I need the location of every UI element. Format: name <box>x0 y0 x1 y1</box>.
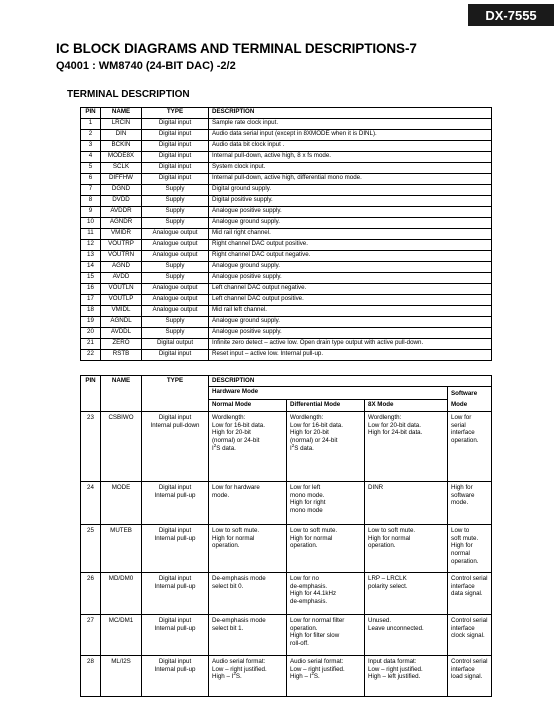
table-row <box>81 295 492 306</box>
cell-name: VOUTRN <box>101 251 142 262</box>
terminal-table-2 <box>80 375 492 697</box>
cell-description: Audio data bit clock input . <box>209 141 492 152</box>
header-differential-mode: Differential Mode <box>287 399 365 412</box>
cell-name: CSBIWO <box>101 412 142 482</box>
table-row <box>81 482 492 525</box>
cell-pin: 20 <box>81 328 101 339</box>
cell-software: Control serial interface data signal. <box>448 573 492 615</box>
table-row <box>81 328 492 339</box>
header-name: NAME <box>101 376 142 412</box>
page-title: IC BLOCK DIAGRAMS AND TERMINAL DESCRIPTIONS-7 <box>56 41 417 56</box>
table-header-row <box>81 376 492 387</box>
table-row <box>81 262 492 273</box>
cell-type: Digital input <box>142 174 209 185</box>
cell-pin: 9 <box>81 207 101 218</box>
cell-mode8x: Low to soft mute. High for normal operation. <box>365 525 448 573</box>
cell-software: Low to soft mute. High for normal operation. <box>448 525 492 573</box>
table-row <box>81 119 492 130</box>
model-badge: DX-7555 <box>468 4 554 26</box>
cell-type: Analogue output <box>142 295 209 306</box>
cell-pin: 22 <box>81 350 101 361</box>
cell-type: Analogue output <box>142 240 209 251</box>
section-heading: TERMINAL DESCRIPTION <box>67 89 190 100</box>
cell-pin: 27 <box>81 615 101 656</box>
cell-normal: Audio serial format: Low – right justified. High – $I^2S$. <box>209 656 287 697</box>
table-row <box>81 207 492 218</box>
header-software-mode: Software Mode <box>448 387 492 412</box>
cell-type: Supply <box>142 317 209 328</box>
cell-description: Analogue positive supply. <box>209 207 492 218</box>
cell-name: AGND <box>101 262 142 273</box>
cell-description: Internal pull-down, active high, differential mono mode. <box>209 174 492 185</box>
cell-mode8x: Unused. Leave unconnected. <box>365 615 448 656</box>
cell-type: Supply <box>142 196 209 207</box>
cell-pin: 3 <box>81 141 101 152</box>
cell-normal: Wordlength: Low for 16-bit data. High for 20-bit (normal) or 24-bit $I^2S$ data. <box>209 412 287 482</box>
cell-name: BCKIN <box>101 141 142 152</box>
header-name: NAME <box>101 108 142 119</box>
cell-type: Digital input Internal pull-up <box>142 615 209 656</box>
cell-pin: 12 <box>81 240 101 251</box>
cell-software: High for software mode. <box>448 482 492 525</box>
cell-pin: 10 <box>81 218 101 229</box>
header-pin: PIN <box>81 108 101 119</box>
cell-name: DVDD <box>101 196 142 207</box>
table-row <box>81 141 492 152</box>
cell-name: MD/DM0 <box>101 573 142 615</box>
cell-normal: De-emphasis mode select bit 0. <box>209 573 287 615</box>
cell-differential: Low for no de-emphasis. High for 44.1kHz de-emphasis. <box>287 573 365 615</box>
cell-name: VOUTLP <box>101 295 142 306</box>
cell-differential: Wordlength: Low for 16-bit data. High for 20-bit (normal) or 24-bit $I^2S$ data. <box>287 412 365 482</box>
cell-type: Analogue output <box>142 284 209 295</box>
cell-name: SCLK <box>101 163 142 174</box>
cell-name: ZERO <box>101 339 142 350</box>
cell-software: Control serial interface clock signal. <box>448 615 492 656</box>
cell-type: Digital input <box>142 163 209 174</box>
cell-pin: 4 <box>81 152 101 163</box>
cell-type: Supply <box>142 207 209 218</box>
table-row <box>81 615 492 656</box>
table-row <box>81 273 492 284</box>
cell-description: Left channel DAC output positive. <box>209 295 492 306</box>
table-row <box>81 350 492 361</box>
header-type: TYPE <box>142 376 209 412</box>
cell-description: Digital positive supply. <box>209 196 492 207</box>
cell-name: MC/DM1 <box>101 615 142 656</box>
cell-description: Mid rail right channel. <box>209 229 492 240</box>
cell-pin: 8 <box>81 196 101 207</box>
table-header-row <box>81 108 492 119</box>
terminal-table-1 <box>80 107 492 361</box>
cell-type: Digital input Internal pull-up <box>142 525 209 573</box>
cell-pin: 6 <box>81 174 101 185</box>
cell-pin: 1 <box>81 119 101 130</box>
header-8x-mode: 8X Mode <box>365 399 448 412</box>
table-row <box>81 229 492 240</box>
cell-type: Digital input Internal pull-down <box>142 412 209 482</box>
header-normal-mode: Normal Mode <box>209 399 287 412</box>
cell-type: Digital input Internal pull-up <box>142 573 209 615</box>
table-row <box>81 656 492 697</box>
cell-name: VMIDL <box>101 306 142 317</box>
table-row <box>81 196 492 207</box>
cell-software: Control serial interface load signal. <box>448 656 492 697</box>
cell-type: Supply <box>142 185 209 196</box>
table-row <box>81 163 492 174</box>
cell-name: VOUTRP <box>101 240 142 251</box>
cell-description: Reset input – active low. Internal pull-up. <box>209 350 492 361</box>
cell-name: VMIDR <box>101 229 142 240</box>
page-subtitle: Q4001 : WM8740 (24-BIT DAC) -2/2 <box>56 60 236 72</box>
cell-type: Analogue output <box>142 306 209 317</box>
cell-name: AGNDR <box>101 218 142 229</box>
cell-pin: 13 <box>81 251 101 262</box>
cell-name: VOUTLN <box>101 284 142 295</box>
table-row <box>81 317 492 328</box>
cell-pin: 19 <box>81 317 101 328</box>
cell-pin: 23 <box>81 412 101 482</box>
table-row <box>81 284 492 295</box>
cell-name: MUTEB <box>101 525 142 573</box>
header-type: TYPE <box>142 108 209 119</box>
cell-description: Analogue positive supply. <box>209 273 492 284</box>
cell-type: Supply <box>142 273 209 284</box>
cell-name: AVDDL <box>101 328 142 339</box>
cell-description: Left channel DAC output negative. <box>209 284 492 295</box>
cell-name: DIFFHW <box>101 174 142 185</box>
cell-type: Digital input <box>142 152 209 163</box>
cell-pin: 21 <box>81 339 101 350</box>
cell-name: MODE8X <box>101 152 142 163</box>
header-pin: PIN <box>81 376 101 412</box>
table-row <box>81 306 492 317</box>
header-hardware-mode: Hardware Mode <box>209 387 448 400</box>
cell-description: Infinite zero detect – active low. Open drain type output with active pull-down. <box>209 339 492 350</box>
cell-description: Sample rate clock input. <box>209 119 492 130</box>
cell-pin: 16 <box>81 284 101 295</box>
table-row <box>81 525 492 573</box>
cell-name: LRCIN <box>101 119 142 130</box>
cell-description: Mid rail left channel. <box>209 306 492 317</box>
cell-name: ML/I2S <box>101 656 142 697</box>
cell-description: Digital ground supply. <box>209 185 492 196</box>
cell-differential: Low for normal filter operation. High for filter slow roll-off. <box>287 615 365 656</box>
cell-pin: 25 <box>81 525 101 573</box>
cell-name: DGND <box>101 185 142 196</box>
cell-type: Digital input Internal pull-up <box>142 482 209 525</box>
cell-description: Analogue ground supply. <box>209 317 492 328</box>
cell-description: Analogue positive supply. <box>209 328 492 339</box>
cell-normal: Low to soft mute. High for normal operation. <box>209 525 287 573</box>
table-row <box>81 152 492 163</box>
cell-pin: 18 <box>81 306 101 317</box>
cell-name: DIN <box>101 130 142 141</box>
cell-name: AVDD <box>101 273 142 284</box>
cell-pin: 15 <box>81 273 101 284</box>
cell-type: Analogue output <box>142 251 209 262</box>
cell-software: Low for serial interface operation. <box>448 412 492 482</box>
cell-pin: 26 <box>81 573 101 615</box>
cell-description: Analogue ground supply. <box>209 262 492 273</box>
table-row <box>81 240 492 251</box>
cell-description: Analogue ground supply. <box>209 218 492 229</box>
cell-name: MODE <box>101 482 142 525</box>
cell-name: AGNDL <box>101 317 142 328</box>
table-row <box>81 573 492 615</box>
cell-mode8x: DINR <box>365 482 448 525</box>
cell-differential: Low for left mono mode. High for right mono mode <box>287 482 365 525</box>
cell-description: Audio data serial input (except in 8XMODE when it is DINL). <box>209 130 492 141</box>
cell-type: Digital input <box>142 119 209 130</box>
table-row <box>81 339 492 350</box>
cell-pin: 28 <box>81 656 101 697</box>
cell-mode8x: Input data format: Low – right justified. High – left justified. <box>365 656 448 697</box>
cell-type: Digital output <box>142 339 209 350</box>
cell-type: Supply <box>142 328 209 339</box>
cell-normal: De-emphasis mode select bit 1. <box>209 615 287 656</box>
cell-description: System clock input. <box>209 163 492 174</box>
cell-description: Right channel DAC output positive. <box>209 240 492 251</box>
cell-mode8x: Wordlength: Low for 20-bit data. High for 24-bit data. <box>365 412 448 482</box>
cell-description: Right channel DAC output negative. <box>209 251 492 262</box>
cell-differential: Audio serial format: Low – right justified. High – $I^2S$. <box>287 656 365 697</box>
table-row <box>81 185 492 196</box>
cell-type: Digital input <box>142 141 209 152</box>
cell-type: Digital input <box>142 130 209 141</box>
table-row <box>81 174 492 185</box>
cell-type: Supply <box>142 218 209 229</box>
cell-differential: Low to soft mute. High for normal operation. <box>287 525 365 573</box>
cell-pin: 2 <box>81 130 101 141</box>
cell-pin: 11 <box>81 229 101 240</box>
table-row <box>81 218 492 229</box>
cell-name: RSTB <box>101 350 142 361</box>
cell-mode8x: LRP – LRCLK polarity select. <box>365 573 448 615</box>
cell-pin: 24 <box>81 482 101 525</box>
cell-pin: 7 <box>81 185 101 196</box>
header-description: DESCRIPTION <box>209 376 492 387</box>
cell-pin: 17 <box>81 295 101 306</box>
cell-type: Digital input Internal pull-up <box>142 656 209 697</box>
header-description: DESCRIPTION <box>209 108 492 119</box>
cell-name: AVDDR <box>101 207 142 218</box>
cell-pin: 5 <box>81 163 101 174</box>
cell-type: Digital input <box>142 350 209 361</box>
cell-type: Analogue output <box>142 229 209 240</box>
cell-pin: 14 <box>81 262 101 273</box>
table-row <box>81 412 492 482</box>
table-row <box>81 251 492 262</box>
cell-type: Supply <box>142 262 209 273</box>
table-row <box>81 130 492 141</box>
cell-description: Internal pull-down, active high, 8 x fs mode. <box>209 152 492 163</box>
cell-normal: Low for hardware mode. <box>209 482 287 525</box>
